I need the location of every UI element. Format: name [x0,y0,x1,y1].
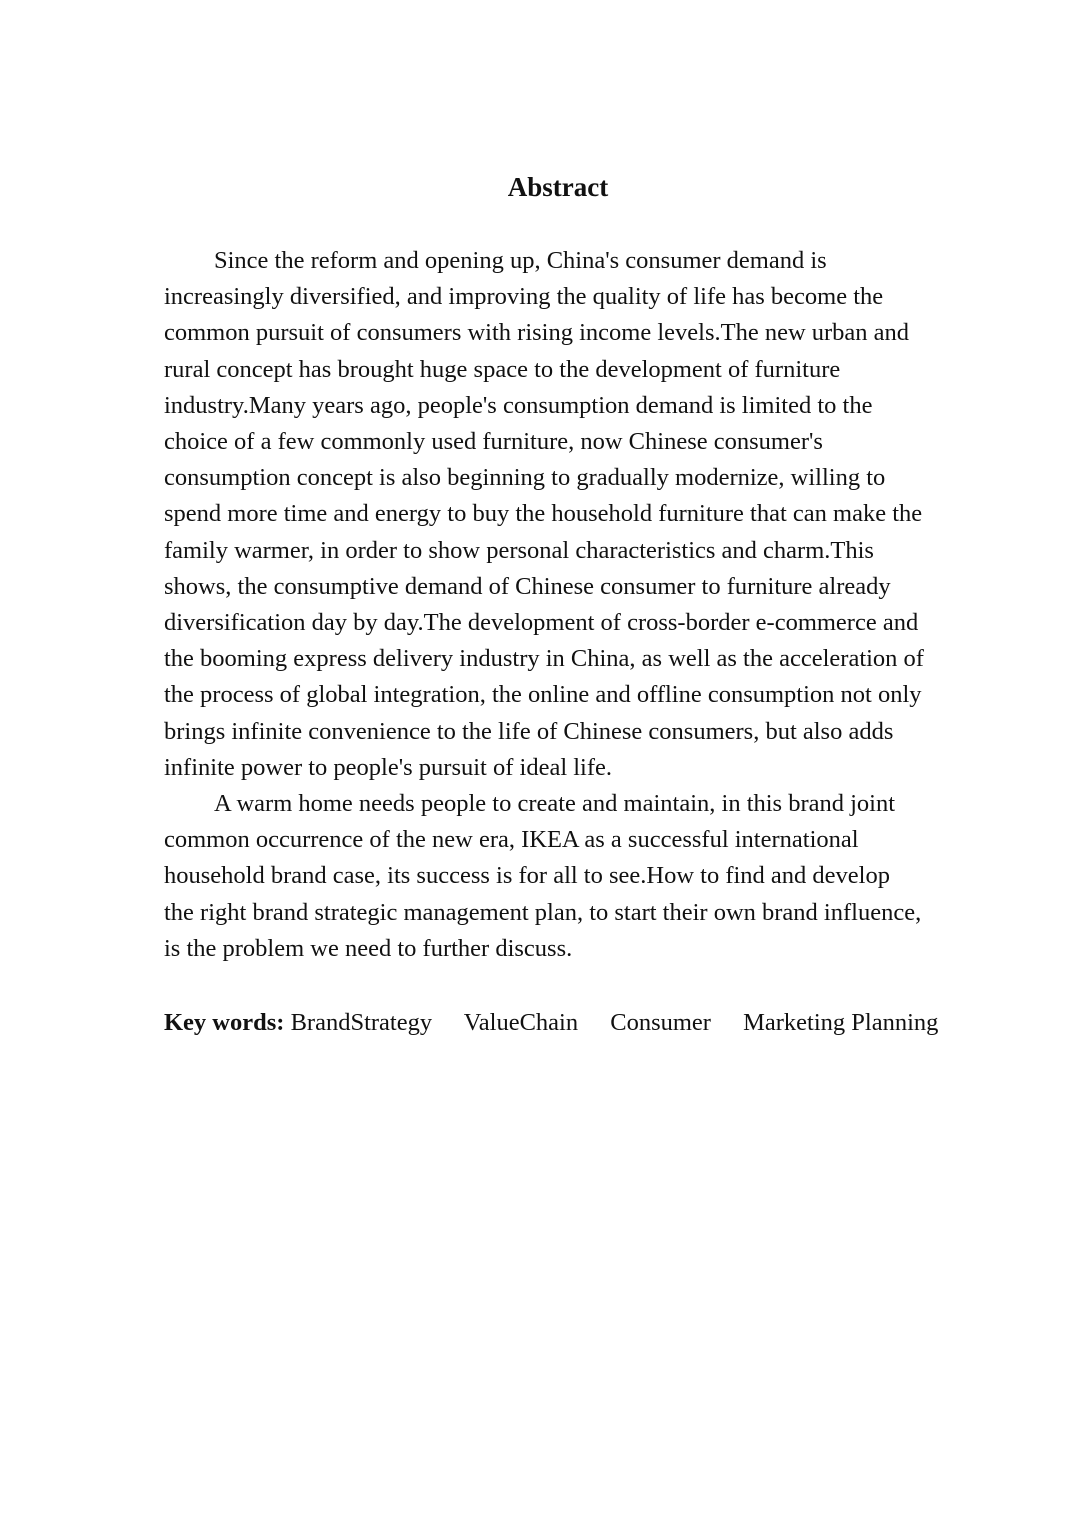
keyword-item: BrandStrategy [290,1009,433,1036]
text-line: Since the reform and opening up, China's consumer demand is [214,247,827,274]
text-line: choice of a few commonly used furniture, now Chinese consumer's [164,428,823,456]
text-line: is the problem we need to further discuss. [164,934,573,962]
text-line: diversification day by day.The development of cross-border e-commerce and [164,609,919,637]
abstract-body [164,243,964,967]
text-line: infinite power to people's pursuit of ideal life. [164,753,613,781]
text-line: A warm home needs people to create and maintain, in this brand joint [214,790,896,818]
text-line: industry.Many years ago, people's consumption demand is limited to the [164,391,873,419]
text-line: the right brand strategic management plan, to start their own brand influence, [164,898,922,926]
text-line: the process of global integration, the online and offline consumption not only [164,681,922,709]
keyword-item: Consumer [610,1009,711,1036]
text-line: shows, the consumptive demand of Chinese consumer to furniture already [164,572,891,600]
abstract-paragraph-2 [164,786,964,967]
text-line: the booming express delivery industry in China, as well as the acceleration of [164,645,924,673]
text-line: family warmer, in order to show personal characteristics and charm.This [164,536,874,564]
text-line: brings infinite convenience to the life of Chinese consumers, but also adds [164,717,894,745]
page-title: Abstract [507,172,609,202]
text-line: increasingly diversified, and improving the quality of life has become the [164,283,884,311]
text-line: household brand case, its success is for all to see.How to find and develop [164,862,890,890]
abstract-paragraph-1 [164,243,964,786]
text-line: common occurrence of the new era, IKEA as a successful international [164,826,859,854]
keyword-item: ValueChain [463,1009,579,1036]
text-line: consumption concept is also beginning to gradually modernize, willing to [164,464,886,492]
keyword-item: Marketing Planning [743,1009,939,1036]
keywords-line [164,1005,938,1041]
text-line: rural concept has brought huge space to the development of furniture [164,355,841,383]
text-line: spend more time and energy to buy the household furniture that can make the [164,500,923,528]
text-line: common pursuit of consumers with rising income levels.The new urban and [164,319,910,347]
keywords-label: Key words: [164,1009,285,1036]
